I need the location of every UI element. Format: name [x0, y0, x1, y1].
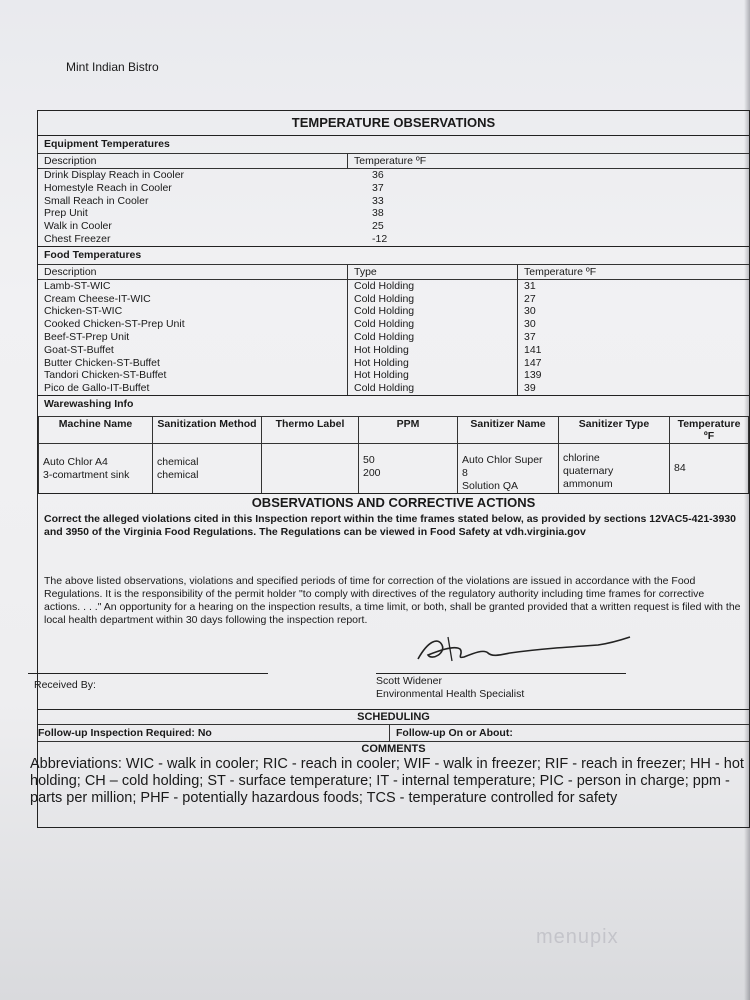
food-temperature: 30 [524, 305, 536, 318]
food-description: Cream Cheese-IT-WIC [38, 293, 348, 306]
equipment-col-temperature: Temperature ºF [354, 155, 427, 167]
comments-heading: COMMENTS [361, 742, 426, 755]
ww-col-sanitizer-name: Sanitizer Name [458, 416, 559, 443]
warewashing-table [38, 416, 749, 493]
ww-data-row [39, 443, 749, 493]
ww-col-thermo: Thermo Label [262, 416, 359, 443]
watermark: menupix [536, 926, 619, 948]
equipment-row [38, 195, 749, 208]
equipment-description: Drink Display Reach in Cooler [44, 169, 185, 181]
food-description: Beef-ST-Prep Unit [38, 331, 348, 344]
ww-method-1: chemical [157, 455, 199, 468]
food-description: Tandori Chicken-ST-Buffet [38, 369, 348, 382]
food-col-temperature: Temperature ºF [524, 265, 597, 278]
signature-area [34, 627, 749, 709]
food-row [38, 357, 749, 370]
ww-thermo-cell [262, 443, 359, 493]
food-type: Hot Holding [348, 344, 518, 357]
food-temperature: 30 [524, 318, 536, 331]
equipment-heading: Equipment Temperatures [44, 138, 170, 150]
equipment-description: Small Reach in Cooler [44, 194, 149, 207]
ww-col-sanitizer-type: Sanitizer Type [559, 416, 670, 443]
ww-sanitizer-type-2: quaternary [563, 464, 614, 477]
equipment-description: Chest Freezer [44, 232, 111, 245]
food-temperature: 141 [524, 343, 542, 356]
food-row [38, 344, 749, 357]
warewashing-section [38, 396, 749, 493]
equipment-row [38, 207, 749, 220]
ww-ppm-2: 200 [363, 466, 381, 479]
food-temperature: 27 [524, 292, 536, 305]
food-temperature: 147 [524, 356, 542, 369]
form-title: TEMPERATURE OBSERVATIONS [38, 111, 749, 136]
observations-title: OBSERVATIONS AND CORRECTIVE ACTIONS [38, 493, 749, 511]
food-description: Lamb-ST-WIC [38, 280, 348, 293]
food-type: Cold Holding [348, 382, 518, 395]
ww-col-temperature: Temperature ºF [670, 416, 749, 443]
comments-text: Abbreviations: WIC - walk in cooler; RIC - reach in cooler; WIF - walk in freezer; RIF - reach in freezer; HH - hot holding; CH – cold holding; ST - surface temperature; IT - internal temperature; PIC - person in charge; ppm - parts per million; PHF - potentially hazardous foods; TCS - temperature controlled for safety [30, 755, 744, 806]
food-row [38, 318, 749, 331]
ww-ppm-cell [359, 443, 458, 493]
food-header-row [38, 264, 749, 280]
food-temperature: 139 [524, 369, 542, 382]
inspection-form [30, 110, 750, 828]
food-col-type: Type [348, 265, 518, 279]
inspector-name: Scott Widener [376, 674, 442, 687]
ww-sanitizer-type-1: chlorine [563, 451, 600, 464]
food-description: Pico de Gallo-IT-Buffet [38, 382, 348, 395]
equipment-col-description: Description [38, 154, 348, 168]
food-description: Cooked Chicken-ST-Prep Unit [38, 318, 348, 331]
ww-sanitizer-name-2: 8 [462, 466, 468, 479]
equipment-temperature: -12 [372, 232, 388, 245]
inspector-block [376, 675, 524, 701]
equipment-header-row [38, 153, 749, 169]
food-section [38, 247, 749, 396]
equipment-temperature: 37 [372, 181, 384, 194]
food-row [38, 293, 749, 306]
food-type: Hot Holding [348, 369, 518, 382]
observations-notice: Correct the alleged violations cited in this Inspection report within the time frames stated below, as provided by sections 12VAC5-421-3930 and 3950 of the Virginia Food Regulations. The Regulations can be viewed in Food Safety at vdh.virginia.gov [44, 512, 737, 538]
equipment-temperature: 25 [372, 220, 384, 233]
ww-machine-cell [39, 443, 153, 493]
food-row [38, 280, 749, 293]
ww-temperature-value: 84 [674, 461, 686, 474]
followup-on: Follow-up On or About: [396, 726, 513, 739]
food-temperature: 37 [524, 330, 536, 343]
equipment-description: Prep Unit [44, 207, 88, 220]
ww-temperature-cell [670, 443, 749, 493]
received-by-line [28, 673, 268, 674]
equipment-temperature: 38 [372, 207, 384, 220]
food-row [38, 305, 749, 318]
equipment-rows [38, 169, 749, 246]
scheduling-heading: SCHEDULING [38, 709, 749, 725]
food-col-description: Description [38, 265, 348, 279]
inspector-signature [398, 631, 638, 671]
warewashing-heading: Warewashing Info [44, 397, 134, 410]
food-type: Cold Holding [348, 331, 518, 344]
observations-paragraph: The above listed observations, violations and specified periods of time for correction of the violations are issued in accordance with the Food Regulations. It is the responsibility of the permit holder "to comply with directives of the regulatory authority including time frames for corrective actions. . . ." An opportunity for a hearing on the inspection results, a time limit, or both, shall be granted provided that a written request is filed with the local health department within 30 days following the inspection report. [44, 574, 741, 626]
food-heading: Food Temperatures [44, 248, 142, 261]
equipment-temperature: 33 [372, 194, 384, 207]
food-row [38, 369, 749, 382]
ww-col-sanitization: Sanitization Method [153, 416, 262, 443]
food-type: Hot Holding [348, 357, 518, 370]
food-row [38, 382, 749, 395]
equipment-row [38, 182, 749, 195]
food-row [38, 331, 749, 344]
food-rows [38, 280, 749, 395]
food-type: Cold Holding [348, 305, 518, 318]
received-by-label: Received By: [34, 678, 96, 691]
equipment-row [38, 169, 749, 182]
followup-row [38, 725, 749, 742]
equipment-row [38, 220, 749, 233]
inspector-line [376, 673, 626, 674]
food-type: Cold Holding [348, 280, 518, 293]
ww-machine-2: 3-comartment sink [43, 468, 130, 481]
food-type: Cold Holding [348, 293, 518, 306]
ww-ppm-1: 50 [363, 453, 375, 466]
ww-machine-1: Auto Chlor A4 [43, 455, 108, 468]
food-type: Cold Holding [348, 318, 518, 331]
ww-method-2: chemical [157, 468, 199, 481]
ww-sanitizer-name-3: Solution QA [462, 479, 519, 492]
ww-col-ppm: PPM [359, 416, 458, 443]
ww-sanitizer-type-cell [559, 443, 670, 493]
ww-sanitizer-type-3: ammonum [563, 477, 613, 490]
food-temperature: 39 [524, 382, 536, 395]
inspector-title: Environmental Health Specialist [376, 687, 525, 700]
equipment-description: Walk in Cooler [44, 220, 112, 233]
food-description: Chicken-ST-WIC [38, 305, 348, 318]
equipment-temperature: 36 [372, 169, 384, 181]
ww-sanitizer-name-cell [458, 443, 559, 493]
equipment-section [38, 136, 749, 247]
ww-method-cell [153, 443, 262, 493]
food-temperature: 31 [524, 279, 536, 292]
ww-sanitizer-name-1: Auto Chlor Super [462, 453, 543, 466]
food-description: Butter Chicken-ST-Buffet [38, 357, 348, 370]
equipment-row [38, 233, 749, 246]
ww-col-machine: Machine Name [39, 416, 153, 443]
food-description: Goat-ST-Buffet [38, 344, 348, 357]
followup-required: Follow-up Inspection Required: No [38, 725, 390, 741]
equipment-description: Homestyle Reach in Cooler [44, 181, 172, 194]
restaurant-name: Mint Indian Bistro [66, 60, 159, 74]
